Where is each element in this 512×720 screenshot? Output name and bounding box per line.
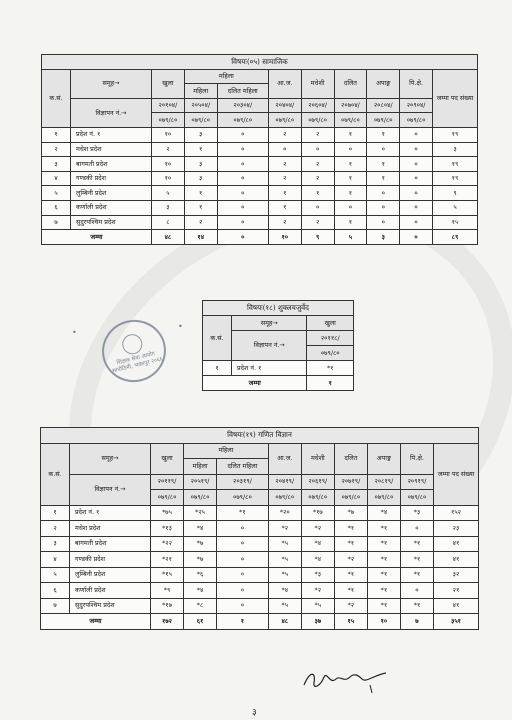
- table-row: [42, 157, 478, 172]
- ad-code: २०३१९/: [217, 474, 269, 490]
- ad-year: ०७९/८०: [400, 490, 433, 506]
- ad-code: २०७०४/: [334, 98, 367, 113]
- row-value: ०: [217, 127, 268, 142]
- row-value: *२: [334, 552, 367, 568]
- row-value: *५: [268, 567, 301, 583]
- ad-year: ०७९/८०: [184, 490, 217, 506]
- row-value: ३: [184, 171, 217, 186]
- ad-year: ०७९/८०: [367, 113, 400, 128]
- row-province: कर्णाली प्रदेश: [70, 583, 151, 599]
- row-total: १९: [433, 171, 478, 186]
- row-value: १: [367, 127, 400, 142]
- row-value: ०: [301, 200, 334, 215]
- row-value: ०: [217, 171, 268, 186]
- grand-total: १: [307, 376, 354, 391]
- col-indigenous: आ.ज.: [268, 443, 301, 474]
- ad-code: २०११८/: [307, 331, 354, 346]
- row-value: *४: [367, 505, 400, 521]
- row-serial: ५: [42, 186, 71, 201]
- col-disabled: अपाङ्ग: [367, 443, 400, 474]
- col-women: महिला: [184, 84, 217, 99]
- ad-year: ०७९/८०: [301, 113, 334, 128]
- row-value: *२: [301, 583, 334, 599]
- row-value: *१७: [151, 598, 184, 614]
- row-serial: ५: [41, 567, 70, 583]
- row-value: *२२: [151, 536, 184, 552]
- row-value: *७: [334, 505, 367, 521]
- row-total: ४१: [434, 536, 479, 552]
- ad-code: २०५१९/: [184, 474, 217, 490]
- row-value: २: [301, 127, 334, 142]
- row-value: ०: [217, 215, 268, 230]
- row-province: प्रदेश नं. १: [70, 505, 151, 521]
- row-value: २: [301, 157, 334, 172]
- row-value: १: [334, 157, 367, 172]
- row-value: ०: [400, 127, 433, 142]
- row-total: ५: [433, 200, 478, 215]
- row-province: प्रदेश नं. १: [232, 361, 307, 376]
- table-row: [41, 552, 479, 568]
- seal-text: शिक्षक सेवा आयोग सानोठिमी, भक्तपुर २०६६: [111, 351, 164, 375]
- ad-year: ०७९/८०: [307, 346, 354, 361]
- total-label: जम्मा: [41, 614, 151, 630]
- row-province: मधेश प्रदेश: [70, 521, 151, 537]
- row-total: ३२: [434, 567, 479, 583]
- ad-code: २०८०४/: [367, 98, 400, 113]
- col-open: खुला: [152, 69, 185, 98]
- total-cell: ०: [400, 230, 433, 245]
- row-value: *५: [268, 598, 301, 614]
- row-value: ३: [152, 200, 185, 215]
- row-value: *१: [367, 567, 400, 583]
- row-province: लुम्बिनी प्रदेश: [70, 567, 151, 583]
- row-value: *१: [400, 552, 433, 568]
- row-value: *२: [268, 521, 301, 537]
- row-value: २: [268, 157, 301, 172]
- row-value: १: [268, 186, 301, 201]
- row-province: गण्डकी प्रदेश: [71, 171, 152, 186]
- row-value: *२१: [151, 552, 184, 568]
- row-value: १: [301, 186, 334, 201]
- table-row: [42, 215, 478, 230]
- row-value: *५: [268, 536, 301, 552]
- col-dalit: दलित: [334, 443, 367, 474]
- row-value: ०: [400, 157, 433, 172]
- row-value: ५: [152, 186, 185, 201]
- row-value: ०: [301, 142, 334, 157]
- subject-18-title: विषयः(१८) शुक्लयजुर्वेद: [203, 301, 354, 316]
- ad-code: २०३०४/: [217, 98, 268, 113]
- table-row: [42, 127, 478, 142]
- table-row: [41, 567, 479, 583]
- row-serial: ३: [42, 157, 71, 172]
- row-value: २: [301, 171, 334, 186]
- ad-year: ०७९/८०: [268, 113, 301, 128]
- total-cell: १७२: [151, 614, 184, 630]
- row-value: *४: [184, 583, 217, 599]
- row-value: ०: [367, 186, 400, 201]
- ad-no-header: विज्ञापन नं.→: [70, 474, 151, 505]
- row-serial: २: [42, 142, 71, 157]
- ad-code: २०५०४/: [184, 98, 217, 113]
- group-header: समूह→: [232, 316, 307, 331]
- row-province: सुदुरपश्चिम प्रदेश: [71, 215, 152, 230]
- row-serial: ७: [41, 598, 70, 614]
- col-open: खुला: [151, 443, 184, 474]
- row-value: ०: [217, 567, 269, 583]
- row-value: १: [184, 142, 217, 157]
- table-row: [41, 598, 479, 614]
- total-cell: १०: [268, 230, 301, 245]
- ad-code: २०४१९/: [268, 474, 301, 490]
- row-province: बागमती प्रदेश: [71, 157, 152, 172]
- col-women: महिला: [184, 459, 217, 475]
- row-serial: ३: [41, 536, 70, 552]
- row-value: ०: [334, 200, 367, 215]
- row-value: १: [367, 171, 400, 186]
- row-total: २१: [434, 583, 479, 599]
- row-value: २: [152, 142, 185, 157]
- row-value: ०: [367, 215, 400, 230]
- row-value: २: [268, 215, 301, 230]
- row-value: *२०: [268, 505, 301, 521]
- total-cell: ५: [334, 230, 367, 245]
- total-cell: १५: [334, 614, 367, 630]
- row-serial: ६: [42, 200, 71, 215]
- row-value: ०: [268, 142, 301, 157]
- ad-year: ०७९/८०: [400, 113, 433, 128]
- row-value: १: [184, 200, 217, 215]
- row-value: २: [184, 215, 217, 230]
- row-value: *१: [400, 598, 433, 614]
- row-value: *१: [400, 536, 433, 552]
- row-province: लुम्बिनी प्रदेश: [71, 186, 152, 201]
- seal-emblem: [120, 332, 144, 356]
- row-value: *३: [400, 505, 433, 521]
- row-value: *६: [184, 567, 217, 583]
- ad-code: २०६१९/: [301, 474, 334, 490]
- row-value: *९: [151, 583, 184, 599]
- row-value: ०: [217, 157, 268, 172]
- row-value: *१: [334, 583, 367, 599]
- row-total: ३: [433, 142, 478, 157]
- row-serial: ४: [41, 552, 70, 568]
- row-value: ८: [152, 215, 185, 230]
- row-value: *१: [367, 552, 400, 568]
- row-value: *१: [367, 536, 400, 552]
- women-group-header: महिला: [184, 443, 269, 459]
- total-cell: ४८: [268, 614, 301, 630]
- col-remote: पि.क्षे.: [400, 443, 433, 474]
- group-header: समूह→: [71, 69, 152, 98]
- row-value: *५: [301, 598, 334, 614]
- ad-year: ०७९/८०: [152, 113, 185, 128]
- row-province: बागमती प्रदेश: [70, 536, 151, 552]
- row-value: ०: [400, 171, 433, 186]
- row-province: कर्णाली प्रदेश: [71, 200, 152, 215]
- ad-code: २०७१९/: [334, 474, 367, 490]
- row-value: *१: [400, 567, 433, 583]
- row-province: मधेश प्रदेश: [71, 142, 152, 157]
- row-value: २: [268, 171, 301, 186]
- row-value: *४: [301, 552, 334, 568]
- row-value: ०: [367, 200, 400, 215]
- row-value: *१: [217, 505, 269, 521]
- row-value: १: [334, 186, 367, 201]
- row-value: *७: [184, 536, 217, 552]
- ad-code: २०९०४/: [400, 98, 433, 113]
- row-value: ०: [367, 142, 400, 157]
- ad-code: २०१०४/: [152, 98, 185, 113]
- total-cell: ६१: [184, 614, 217, 630]
- ad-year: ०७९/८०: [301, 490, 334, 506]
- ad-year: ०७९/८०: [334, 490, 367, 506]
- row-value: *१: [367, 583, 400, 599]
- row-value: ०: [400, 200, 433, 215]
- row-value: ०: [217, 598, 269, 614]
- row-total: १९: [433, 157, 478, 172]
- row-province: प्रदेश नं. १: [71, 127, 152, 142]
- total-posts-header: जम्मा पद संख्या: [433, 69, 478, 127]
- row-total: ४१: [434, 552, 479, 568]
- row-serial: ४: [42, 171, 71, 186]
- subject-19-title: विषयः(१९) गणित विज्ञान: [41, 428, 479, 444]
- row-value: *५: [268, 552, 301, 568]
- row-total: १५२: [434, 505, 479, 521]
- row-value: ०: [334, 142, 367, 157]
- table-row: [42, 200, 478, 215]
- total-cell: ४८: [152, 230, 185, 245]
- col-open: खुला: [307, 316, 354, 331]
- row-value: *७: [184, 552, 217, 568]
- ad-year: ०७९/८०: [151, 490, 184, 506]
- total-cell: १: [217, 614, 269, 630]
- col-indigenous: आ.ज.: [268, 69, 301, 98]
- group-header: समूह→: [70, 443, 151, 474]
- row-value: ०: [400, 186, 433, 201]
- table-row: [41, 583, 479, 599]
- row-value: *१३: [151, 521, 184, 537]
- total-label: जम्मा: [42, 230, 152, 245]
- row-value: *३: [301, 567, 334, 583]
- col-remote: पि.क्षे.: [400, 69, 433, 98]
- total-label: जम्मा: [203, 376, 307, 391]
- total-cell: ०: [217, 230, 268, 245]
- col-madhesi: मधेशी: [301, 443, 334, 474]
- ad-year: ०७९/८०: [334, 113, 367, 128]
- row-value: ३: [184, 127, 217, 142]
- subject-05-table: [41, 54, 478, 245]
- row-value: *१: [367, 521, 400, 537]
- row-value: *४: [301, 536, 334, 552]
- total-cell: ९: [301, 230, 334, 245]
- row-value: *१: [334, 567, 367, 583]
- ad-year: ०७९/८०: [367, 490, 400, 506]
- row-value: ०: [217, 552, 269, 568]
- ad-code: २०८१९/: [367, 474, 400, 490]
- row-value: १०: [152, 171, 185, 186]
- row-total: २३: [434, 521, 479, 537]
- row-value: १०: [152, 127, 185, 142]
- row-serial: २: [41, 521, 70, 537]
- row-value: *१: [307, 361, 354, 376]
- row-value: *२: [301, 521, 334, 537]
- women-group-header: महिला: [184, 69, 268, 84]
- serial-header: क.सं.: [203, 316, 232, 361]
- row-total: १५: [433, 215, 478, 230]
- ad-year: ०७९/८०: [217, 113, 268, 128]
- grand-total: ३५१: [434, 614, 479, 630]
- row-value: २: [301, 215, 334, 230]
- grand-total: ८९: [433, 230, 478, 245]
- row-value: ०: [400, 142, 433, 157]
- serial-header: क.सं.: [42, 69, 71, 127]
- subject-19-table: [40, 427, 479, 630]
- col-disabled: अपाङ्ग: [367, 69, 400, 98]
- row-value: *१: [334, 521, 367, 537]
- table-row: [42, 142, 478, 157]
- total-cell: ३७: [301, 614, 334, 630]
- row-value: १: [334, 215, 367, 230]
- row-value: २: [268, 127, 301, 142]
- row-value: ०: [217, 200, 268, 215]
- row-value: *२: [334, 598, 367, 614]
- subject-18-table: [202, 300, 354, 391]
- mark-dot: •: [178, 322, 183, 331]
- page-number: ३: [252, 708, 257, 718]
- row-total: ९: [433, 186, 478, 201]
- row-value: १: [268, 200, 301, 215]
- total-cell: ७: [400, 614, 433, 630]
- row-value: ०: [217, 583, 269, 599]
- row-serial: १: [42, 127, 71, 142]
- row-value: ०: [217, 536, 269, 552]
- ad-no-header: विज्ञापन नं.→: [232, 331, 307, 361]
- ad-year: ०७९/८०: [184, 113, 217, 128]
- table-row: [41, 536, 479, 552]
- table-row: [42, 171, 478, 186]
- table-row: [42, 186, 478, 201]
- row-value: ०: [217, 142, 268, 157]
- row-value: *८: [184, 598, 217, 614]
- row-value: १: [367, 157, 400, 172]
- row-serial: ७: [42, 215, 71, 230]
- row-value: १: [334, 127, 367, 142]
- col-dalit-women: दलित महिला: [217, 459, 269, 475]
- ad-no-header: विज्ञापन नं.→: [71, 98, 152, 127]
- row-value: ०: [400, 583, 433, 599]
- row-serial: ६: [41, 583, 70, 599]
- row-value: ०: [217, 186, 268, 201]
- total-posts-header: जम्मा पद संख्या: [434, 443, 479, 505]
- official-seal: [95, 313, 172, 389]
- subject-05-title: विषयः(०५) सामाजिक: [42, 55, 478, 70]
- row-value: ०: [400, 215, 433, 230]
- mark-dot: •: [72, 328, 77, 337]
- row-value: *१: [334, 536, 367, 552]
- serial-header: क.सं.: [41, 443, 70, 505]
- row-value: ३: [184, 157, 217, 172]
- ad-year: ०७९/८०: [217, 490, 269, 506]
- row-value: *१७: [301, 505, 334, 521]
- row-value: *४: [184, 521, 217, 537]
- row-value: १: [184, 186, 217, 201]
- row-value: ०: [217, 521, 269, 537]
- total-cell: ३: [367, 230, 400, 245]
- row-total: ४१: [434, 598, 479, 614]
- row-province: सुदुरपश्चिम प्रदेश: [70, 598, 151, 614]
- row-value: *७५: [151, 505, 184, 521]
- total-cell: १४: [184, 230, 217, 245]
- row-serial: १: [41, 505, 70, 521]
- col-madhesi: मधेशी: [301, 69, 334, 98]
- table-row: [41, 521, 479, 537]
- ad-year: ०७९/८०: [268, 490, 301, 506]
- row-province: गण्डकी प्रदेश: [70, 552, 151, 568]
- ad-code: २०११९/: [151, 474, 184, 490]
- ad-code: २०४०४/: [268, 98, 301, 113]
- col-dalit-women: दलित महिला: [217, 84, 268, 99]
- row-value: १०: [152, 157, 185, 172]
- table-row: [41, 505, 479, 521]
- ad-code: २०६०४/: [301, 98, 334, 113]
- row-value: ०: [400, 521, 433, 537]
- row-value: *२५: [184, 505, 217, 521]
- row-value: *४: [268, 583, 301, 599]
- row-total: १९: [433, 127, 478, 142]
- col-dalit: दलित: [334, 69, 367, 98]
- row-value: १: [334, 171, 367, 186]
- total-cell: १०: [367, 614, 400, 630]
- ad-code: २०९१९/: [400, 474, 433, 490]
- signature: [300, 665, 390, 695]
- row-value: *१: [367, 598, 400, 614]
- row-value: *१५: [151, 567, 184, 583]
- row-serial: १: [203, 361, 232, 376]
